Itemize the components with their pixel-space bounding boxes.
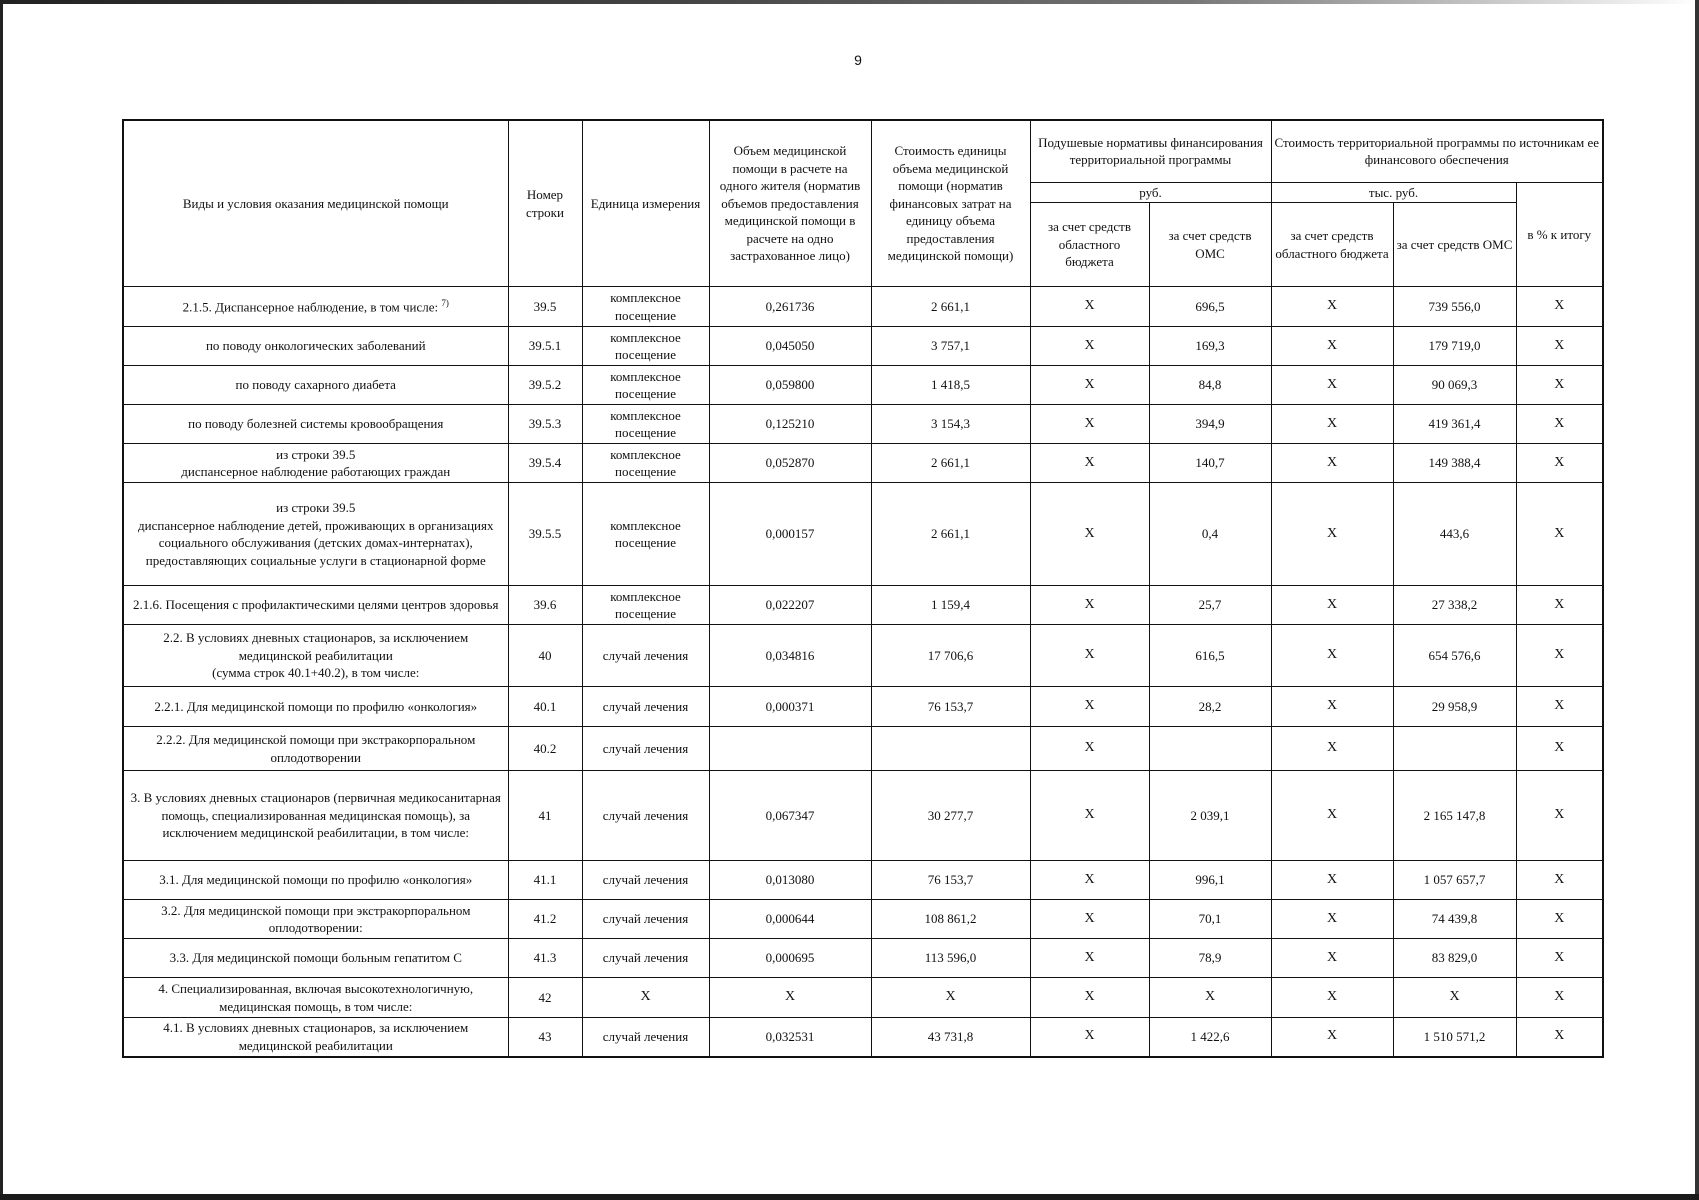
cell-volume: 0,022207	[709, 586, 871, 625]
row-name-text: 3.1. Для медицинской помощи по профилю «онкология»	[159, 872, 473, 888]
row-name	[123, 978, 508, 1018]
cell-pc-oms: 78,9	[1149, 939, 1271, 978]
cell-volume	[709, 727, 871, 771]
cell-cost: 2 661,1	[871, 483, 1030, 586]
cell-pc-oms: 140,7	[1149, 444, 1271, 483]
header-oms: за счет средств ОМС	[1149, 203, 1271, 287]
cell-pct: X	[1516, 625, 1603, 687]
header-budget: за счет средств областного бюджета	[1030, 203, 1149, 287]
cell-pc-oms: 25,7	[1149, 586, 1271, 625]
cell-pc-budget: X	[1030, 366, 1149, 405]
cell-pc-oms: 2 039,1	[1149, 771, 1271, 861]
cell-pc-budget: X	[1030, 586, 1149, 625]
cell-no: 40.1	[508, 687, 582, 727]
cell-pc-budget: X	[1030, 978, 1149, 1018]
financing-table	[122, 119, 1604, 1058]
table-row	[123, 861, 1603, 900]
table-row	[123, 405, 1603, 444]
cell-volume: X	[709, 978, 871, 1018]
cell-pct: X	[1516, 861, 1603, 900]
cell-prog-oms: 83 829,0	[1393, 939, 1516, 978]
cell-prog-budget: X	[1271, 366, 1393, 405]
cell-pc-budget: X	[1030, 405, 1149, 444]
cell-volume: 0,000157	[709, 483, 871, 586]
table-row	[123, 444, 1603, 483]
row-name	[123, 287, 508, 327]
row-name	[123, 727, 508, 771]
cell-unit: комплексное посещение	[582, 586, 709, 625]
cell-prog-oms: 179 719,0	[1393, 327, 1516, 366]
cell-pct: X	[1516, 405, 1603, 444]
table-row	[123, 687, 1603, 727]
cell-prog-oms: 90 069,3	[1393, 366, 1516, 405]
cell-pc-oms: 1 422,6	[1149, 1018, 1271, 1057]
cell-pct: X	[1516, 366, 1603, 405]
cell-pc-budget: X	[1030, 625, 1149, 687]
row-name	[123, 405, 508, 444]
table-row	[123, 327, 1603, 366]
cell-unit: комплексное посещение	[582, 483, 709, 586]
cell-unit: комплексное посещение	[582, 405, 709, 444]
row-name	[123, 483, 508, 586]
cell-no: 39.5.4	[508, 444, 582, 483]
footnote-mark: 7)	[441, 298, 449, 309]
row-name-text: по поводу онкологических заболеваний	[205, 338, 426, 354]
cell-prog-oms: 29 958,9	[1393, 687, 1516, 727]
row-name	[123, 900, 508, 939]
row-name	[123, 444, 508, 483]
cell-cost: 113 596,0	[871, 939, 1030, 978]
cell-cost: 1 418,5	[871, 366, 1030, 405]
row-name	[123, 625, 508, 687]
cell-cost: 2 661,1	[871, 444, 1030, 483]
cell-volume: 0,000695	[709, 939, 871, 978]
header-budget-2: за счет средств областного бюджета	[1271, 203, 1393, 287]
cell-unit: случай лечения	[582, 771, 709, 861]
cell-cost: 108 861,2	[871, 900, 1030, 939]
header-percent: в % к итогу	[1516, 182, 1603, 287]
cell-unit: случай лечения	[582, 625, 709, 687]
cell-pc-budget: X	[1030, 287, 1149, 327]
page-number: 9	[854, 52, 862, 68]
cell-prog-budget: X	[1271, 771, 1393, 861]
cell-pct: X	[1516, 771, 1603, 861]
cell-pct: X	[1516, 687, 1603, 727]
table-row	[123, 483, 1603, 586]
row-name-text: 2.1.6. Посещения с профилактическими целями центров здоровья	[133, 597, 499, 613]
table-row	[123, 366, 1603, 405]
row-name-text: 2.1.5. Диспансерное наблюдение, в том числе:	[182, 299, 439, 315]
cell-volume: 0,045050	[709, 327, 871, 366]
cell-cost: 17 706,6	[871, 625, 1030, 687]
cell-cost: 76 153,7	[871, 861, 1030, 900]
cell-unit: случай лечения	[582, 1018, 709, 1057]
cell-no: 41.1	[508, 861, 582, 900]
cell-pct: X	[1516, 483, 1603, 586]
cell-pc-oms: 616,5	[1149, 625, 1271, 687]
row-name-text: 4. Специализированная, включая высокотехнологичную, медицинская помощь, в том числе:	[158, 981, 474, 1014]
cell-prog-budget: X	[1271, 287, 1393, 327]
cell-cost	[871, 727, 1030, 771]
header-thous-rub: тыс. руб.	[1271, 182, 1516, 203]
table-row	[123, 625, 1603, 687]
cell-prog-oms: 443,6	[1393, 483, 1516, 586]
cell-unit: X	[582, 978, 709, 1018]
table-row	[123, 771, 1603, 861]
cell-no: 40.2	[508, 727, 582, 771]
table-row	[123, 978, 1603, 1018]
header-types: Виды и условия оказания медицинской помощи	[123, 120, 508, 287]
cell-prog-oms: 74 439,8	[1393, 900, 1516, 939]
row-name-text: по поводу болезней системы кровообращения	[188, 416, 444, 432]
cell-volume: 0,000371	[709, 687, 871, 727]
cell-volume: 0,067347	[709, 771, 871, 861]
cell-cost: X	[871, 978, 1030, 1018]
row-name	[123, 327, 508, 366]
cell-prog-oms: 2 165 147,8	[1393, 771, 1516, 861]
row-name	[123, 861, 508, 900]
row-name	[123, 586, 508, 625]
cell-cost: 3 154,3	[871, 405, 1030, 444]
row-name-text: 2.2. В условиях дневных стационаров, за исключением медицинской реабилитации (сумма строк 40.1+40.2), в том числе:	[163, 630, 469, 681]
cell-no: 41.3	[508, 939, 582, 978]
cell-pc-budget: X	[1030, 861, 1149, 900]
table-row	[123, 287, 1603, 327]
cell-unit: комплексное посещение	[582, 444, 709, 483]
cell-pc-budget: X	[1030, 939, 1149, 978]
row-name-text: по поводу сахарного диабета	[235, 377, 396, 393]
cell-pct: X	[1516, 444, 1603, 483]
table-row	[123, 900, 1603, 939]
cell-prog-oms: 739 556,0	[1393, 287, 1516, 327]
cell-pct: X	[1516, 1018, 1603, 1057]
cell-prog-budget: X	[1271, 900, 1393, 939]
cell-prog-budget: X	[1271, 727, 1393, 771]
cell-no: 40	[508, 625, 582, 687]
cell-prog-oms: 419 361,4	[1393, 405, 1516, 444]
header-row-number: Номер строки	[508, 120, 582, 287]
row-name	[123, 939, 508, 978]
cell-cost: 1 159,4	[871, 586, 1030, 625]
cell-prog-oms: 149 388,4	[1393, 444, 1516, 483]
row-name-text: из строки 39.5 диспансерное наблюдение работающих граждан	[181, 446, 451, 480]
cell-volume: 0,034816	[709, 625, 871, 687]
cell-pc-budget: X	[1030, 444, 1149, 483]
header-unit-cost: Стоимость единицы объема медицинской помощи (норматив финансовых затрат на единицу объема предоставления медицинской помощи)	[871, 120, 1030, 287]
cell-no: 39.6	[508, 586, 582, 625]
cell-pct: X	[1516, 586, 1603, 625]
scan-edge-bottom	[0, 1194, 1699, 1200]
scan-edge-left	[0, 0, 3, 1200]
header-rub: руб.	[1030, 182, 1271, 203]
scan-edge-top	[0, 0, 1699, 4]
cell-prog-budget: X	[1271, 327, 1393, 366]
row-name-text: 3.3. Для медицинской помощи больным гепатитом С	[169, 950, 462, 966]
cell-pc-oms: 0,4	[1149, 483, 1271, 586]
cell-prog-budget: X	[1271, 405, 1393, 444]
cell-unit: случай лечения	[582, 687, 709, 727]
cell-pct: X	[1516, 939, 1603, 978]
cell-unit: комплексное посещение	[582, 327, 709, 366]
cell-volume: 0,059800	[709, 366, 871, 405]
cell-cost: 3 757,1	[871, 327, 1030, 366]
cell-volume: 0,261736	[709, 287, 871, 327]
cell-pc-oms: 169,3	[1149, 327, 1271, 366]
table-row	[123, 939, 1603, 978]
cell-pc-oms	[1149, 727, 1271, 771]
cell-prog-oms: X	[1393, 978, 1516, 1018]
cell-prog-budget: X	[1271, 939, 1393, 978]
cell-prog-budget: X	[1271, 625, 1393, 687]
cell-pc-budget: X	[1030, 771, 1149, 861]
cell-pc-budget: X	[1030, 483, 1149, 586]
row-name-text: 3. В условиях дневных стационаров (первичная медикосанитарная помощь, специализированная медицинская помощь), за исключением медицинской реабилитации, в том числе:	[130, 790, 501, 841]
table-row	[123, 727, 1603, 771]
cell-pc-budget: X	[1030, 727, 1149, 771]
cell-no: 39.5.5	[508, 483, 582, 586]
header-volume: Объем медицинской помощи в расчете на одного жителя (норматив объемов предоставления медицинской помощи в расчете на одно застрахованное лицо)	[709, 120, 871, 287]
cell-no: 41.2	[508, 900, 582, 939]
cell-pc-oms: 28,2	[1149, 687, 1271, 727]
row-name-text: 2.2.1. Для медицинской помощи по профилю «онкология»	[154, 698, 478, 714]
cell-pc-oms: 394,9	[1149, 405, 1271, 444]
cell-unit: случай лечения	[582, 727, 709, 771]
row-name	[123, 1018, 508, 1057]
cell-prog-budget: X	[1271, 444, 1393, 483]
cell-cost: 2 661,1	[871, 287, 1030, 327]
cell-volume: 0,052870	[709, 444, 871, 483]
scan-edge-right	[1695, 0, 1699, 1200]
table-row	[123, 586, 1603, 625]
cell-unit: случай лечения	[582, 939, 709, 978]
cell-volume: 0,000644	[709, 900, 871, 939]
row-name-text: 3.2. Для медицинской помощи при экстракорпоральном оплодотворении:	[161, 902, 471, 936]
cell-pc-oms: 70,1	[1149, 900, 1271, 939]
cell-prog-budget: X	[1271, 586, 1393, 625]
cell-no: 43	[508, 1018, 582, 1057]
cell-no: 39.5.2	[508, 366, 582, 405]
cell-unit: случай лечения	[582, 861, 709, 900]
cell-prog-budget: X	[1271, 687, 1393, 727]
cell-pc-budget: X	[1030, 687, 1149, 727]
cell-pct: X	[1516, 727, 1603, 771]
cell-no: 39.5.1	[508, 327, 582, 366]
cell-pc-oms: 84,8	[1149, 366, 1271, 405]
cell-no: 41	[508, 771, 582, 861]
cell-pc-budget: X	[1030, 1018, 1149, 1057]
cell-no: 39.5	[508, 287, 582, 327]
cell-prog-oms	[1393, 727, 1516, 771]
cell-cost: 30 277,7	[871, 771, 1030, 861]
cell-volume: 0,125210	[709, 405, 871, 444]
cell-volume: 0,032531	[709, 1018, 871, 1057]
cell-prog-budget: X	[1271, 1018, 1393, 1057]
row-name-text: 4.1. В условиях дневных стационаров, за исключением медицинской реабилитации	[163, 1020, 469, 1053]
cell-prog-budget: X	[1271, 861, 1393, 900]
cell-pc-budget: X	[1030, 327, 1149, 366]
cell-pct: X	[1516, 900, 1603, 939]
cell-pc-oms: 696,5	[1149, 287, 1271, 327]
cell-volume: 0,013080	[709, 861, 871, 900]
cell-prog-oms: 1 510 571,2	[1393, 1018, 1516, 1057]
row-name-text: из строки 39.5 диспансерное наблюдение детей, проживающих в организациях социального обслуживания (детских домах-интернатах), предоставляющих социальные услуги в стационарной форме	[138, 499, 494, 568]
row-name-text: 2.2.2. Для медицинской помощи при экстракорпоральном оплодотворении	[156, 732, 476, 765]
cell-pct: X	[1516, 327, 1603, 366]
cell-prog-budget: X	[1271, 483, 1393, 586]
header-program-cost: Стоимость территориальной программы по источникам ее финансового обеспечения	[1271, 120, 1603, 182]
cell-unit: комплексное посещение	[582, 366, 709, 405]
header-oms-2: за счет средств ОМС	[1393, 203, 1516, 287]
row-name	[123, 687, 508, 727]
cell-unit: случай лечения	[582, 900, 709, 939]
cell-unit: комплексное посещение	[582, 287, 709, 327]
cell-no: 42	[508, 978, 582, 1018]
table-row	[123, 1018, 1603, 1057]
cell-cost: 76 153,7	[871, 687, 1030, 727]
cell-no: 39.5.3	[508, 405, 582, 444]
cell-prog-budget: X	[1271, 978, 1393, 1018]
header-unit: Единица измерения	[582, 120, 709, 287]
cell-prog-oms: 1 057 657,7	[1393, 861, 1516, 900]
cell-pc-budget: X	[1030, 900, 1149, 939]
cell-pc-oms: 996,1	[1149, 861, 1271, 900]
cell-cost: 43 731,8	[871, 1018, 1030, 1057]
cell-pct: X	[1516, 978, 1603, 1018]
row-name	[123, 771, 508, 861]
cell-prog-oms: 27 338,2	[1393, 586, 1516, 625]
row-name	[123, 366, 508, 405]
cell-prog-oms: 654 576,6	[1393, 625, 1516, 687]
cell-pc-oms: X	[1149, 978, 1271, 1018]
cell-pct: X	[1516, 287, 1603, 327]
header-per-capita: Подушевые нормативы финансирования территориальной программы	[1030, 120, 1271, 182]
